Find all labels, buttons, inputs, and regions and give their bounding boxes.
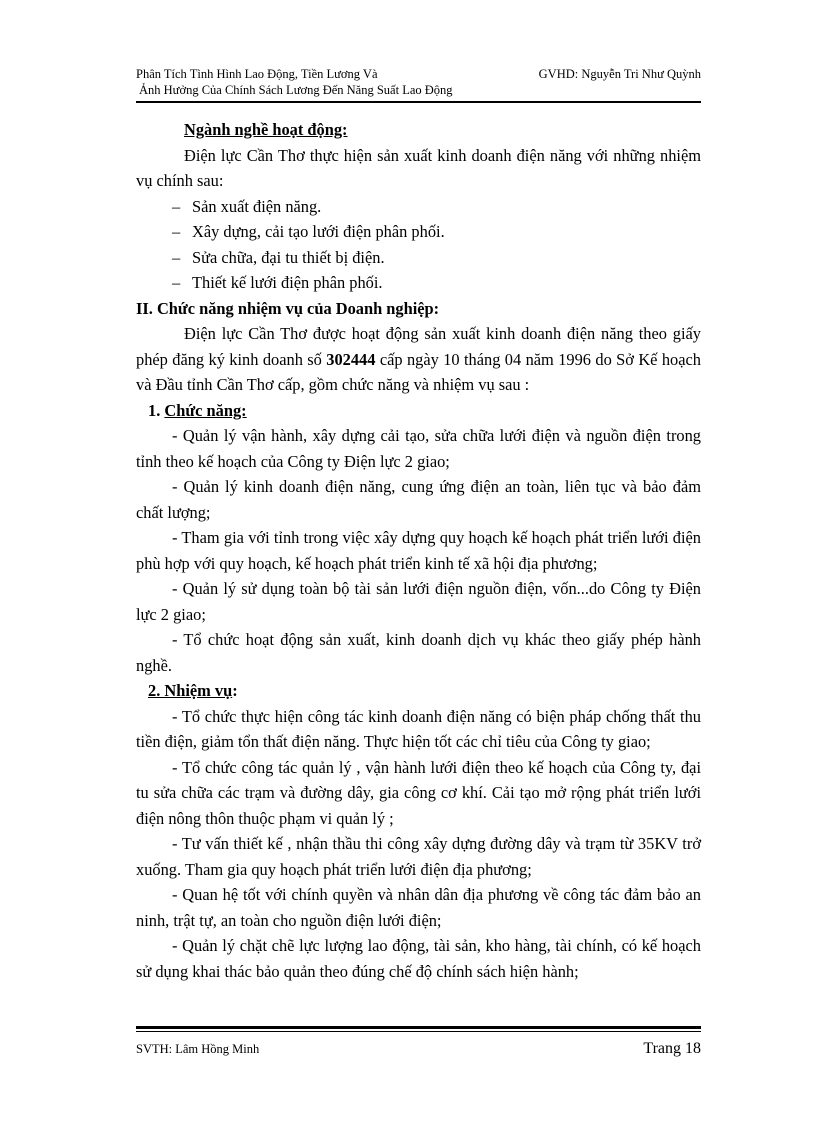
functions-heading [136, 398, 701, 424]
section-two-heading: II. Chức năng nhiệm vụ của Doanh nghiệp: [136, 298, 440, 318]
function-item: - Quản lý sử dụng toàn bộ tài sản lưới điện nguồn điện, vốn...do Công ty Điện lực 2 giao; [136, 579, 701, 624]
section-two-intro-before: Điện lực Cần Thơ được hoạt động sản xuất kinh doanh điện năng theo giấy phép đăng ký kinh doanh số [136, 324, 701, 369]
license-number: 302444 [326, 349, 376, 369]
function-item: - Quản lý vận hành, xây dựng cải tạo, sửa chữa lưới điện và nguồn điện trong tỉnh theo kế hoạch của Công ty Điện lực 2 giao; [136, 426, 701, 471]
section-two-intro [136, 321, 701, 398]
dash-bullet: – [172, 222, 181, 241]
duties-heading-colon: : [232, 681, 238, 700]
duty-item: - Tư vấn thiết kế , nhận thầu thi công xây dựng đường dây và trạm từ 35KV trở xuống. Tham gia quy hoạch phát triển lưới điện địa phương; [136, 834, 701, 879]
functions-heading-text: Chức năng: [164, 400, 247, 420]
function-item: - Tổ chức hoạt động sản xuất, kinh doanh dịch vụ khác theo giấy phép hành nghề. [136, 630, 701, 675]
business-item-text: Sản xuất điện năng. [192, 196, 322, 216]
page-body [136, 117, 701, 984]
business-intro: Điện lực Cần Thơ thực hiện sản xuất kinh doanh điện năng với những nhiệm vụ chính sau: [136, 145, 701, 190]
page-footer [136, 1040, 701, 1060]
function-item: - Tham gia với tỉnh trong việc xây dựng quy hoạch kế hoạch phát triển lưới điện phù hợp với quy hoạch, kế hoạch phát triển kinh tế xã hội địa phương; [136, 528, 701, 573]
business-item [136, 245, 701, 271]
footer-page-number: Trang 18 [643, 1040, 701, 1057]
business-item [136, 194, 701, 220]
dash-bullet: – [172, 273, 181, 292]
business-item [136, 219, 701, 245]
business-heading-text: Ngành nghề hoạt động: [184, 120, 348, 139]
duty-item: - Quan hệ tốt với chính quyền và nhân dân địa phương về công tác đảm bảo an ninh, trật tự, an toàn cho nguồn điện lưới điện; [136, 885, 701, 930]
duty-item: - Tổ chức công tác quản lý , vận hành lưới điện theo kế hoạch của Công ty, đại tu sửa chữa các trạm và đường dây, gia công cơ khí. Cải tạo mở rộng phát triển lưới điện nông thôn thuộc phạm vi quản lý ; [136, 757, 701, 828]
dash-bullet: – [172, 247, 181, 267]
functions-number: 1. [148, 400, 165, 420]
header-advisor: GVHD: Nguyễn Tri Như Quỳnh [538, 67, 701, 81]
header-title-line2: Ảnh Hưởng Của Chính Sách Lương Đến Năng Suất Lao Động [139, 83, 453, 97]
business-item-text: Thiết kế lưới điện phân phối. [192, 273, 383, 292]
duties-heading-text: 2. Nhiệm vụ [148, 681, 233, 700]
page-header [136, 66, 701, 98]
business-heading [136, 117, 701, 143]
section-two-intro-after: cấp ngày 10 tháng 04 năm 1996 do Sở Kế hoạch và Đầu tỉnh Cần Thơ cấp, gồm chức năng và nhiệm vụ sau : [136, 349, 701, 394]
duties-heading [136, 678, 701, 704]
business-item-text: Sửa chữa, đại tu thiết bị điện. [192, 247, 385, 267]
header-divider [136, 101, 701, 103]
footer-student: SVTH: Lâm Hồng Minh [136, 1042, 260, 1056]
header-title-line1: Phân Tích Tình Hình Lao Động, Tiền Lương Và [136, 67, 378, 81]
business-item [136, 270, 701, 296]
duty-item: - Tổ chức thực hiện công tác kinh doanh điện năng có biện pháp chống thất thu tiền điện, giảm tổn thất điện năng. Thực hiện tốt các chỉ tiêu của Công ty giao; [136, 706, 701, 751]
business-item-text: Xây dựng, cải tạo lưới điện phân phối. [192, 222, 445, 241]
header-title [136, 66, 453, 98]
duty-item: - Quản lý chặt chẽ lực lượng lao động, tài sản, kho hàng, tài chính, có kế hoạch sử dụng khai thác bảo quản theo đúng chế độ chính sách hiện hành; [136, 936, 701, 981]
footer-divider-thin [136, 1031, 701, 1032]
function-item: - Quản lý kinh doanh điện năng, cung ứng điện an toàn, liên tục và bảo đảm chất lượng; [136, 477, 701, 522]
footer-divider-thick [136, 1026, 701, 1029]
dash-bullet: – [172, 196, 181, 216]
